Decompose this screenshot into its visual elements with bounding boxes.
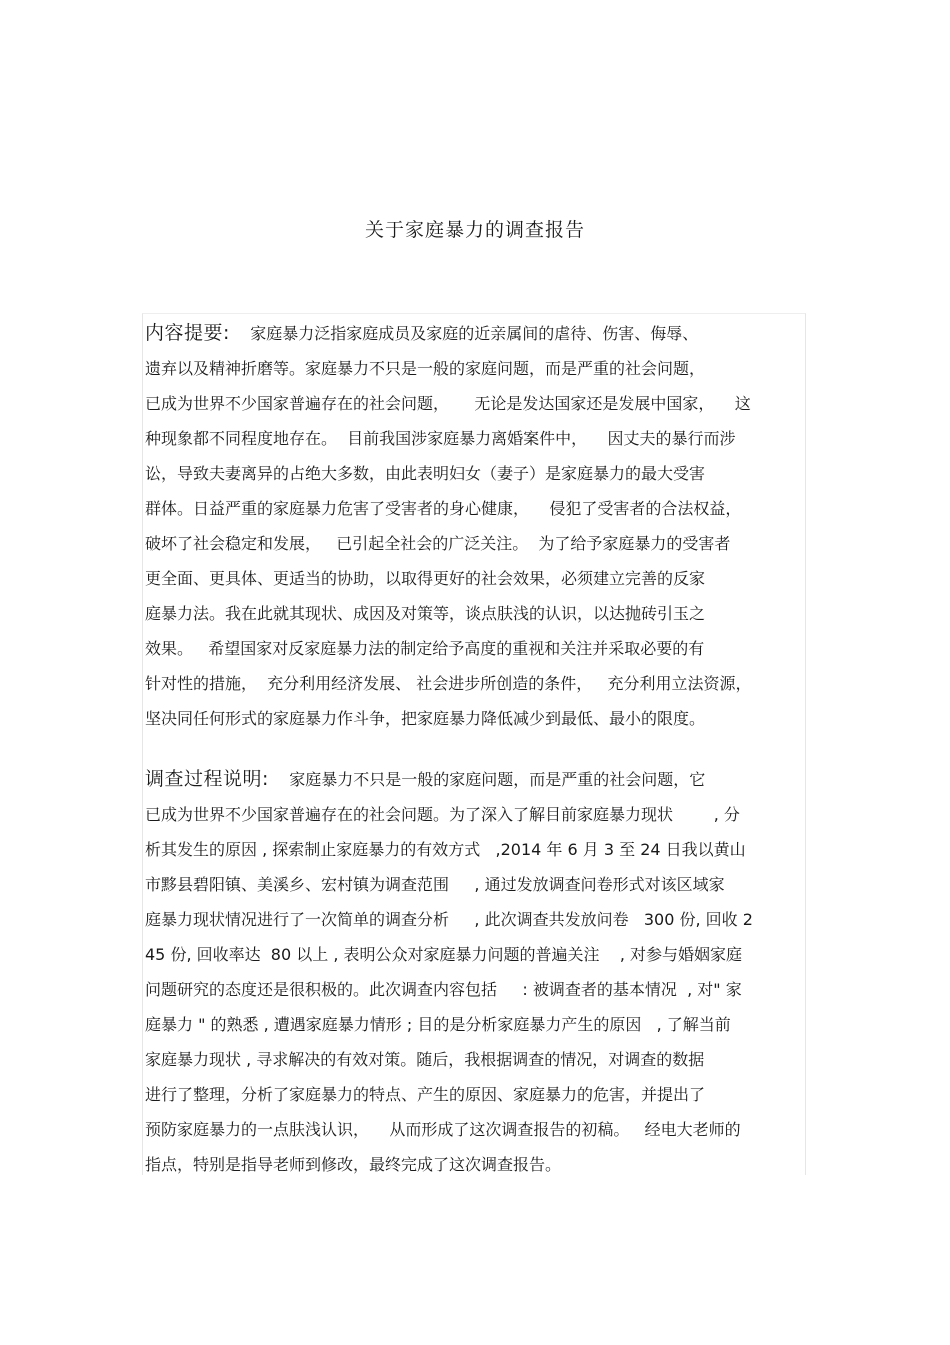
document-title: 关于家庭暴力的调查报告 [364, 219, 585, 241]
process-line: 庭暴力现状情况进行了一次简单的调查分析 , 此次调查共发放问卷 300 份, 回收 2 [145, 910, 753, 929]
summary-line: 庭暴力法。我在此就其现状、成因及对策等，谈点肤浅的认识，以达抛砖引玉之 [145, 604, 706, 623]
summary-line: 更全面、更具体、更适当的协助，以取得更好的社会效果，必须建立完善的反家 [145, 569, 706, 588]
process-line: 45 份, 回收率达 80 以上 , 表明公众对家庭暴力问题的普遍关注 , 对参与婚姻家庭 [145, 945, 743, 964]
summary-line: 遗弃以及精神折磨等。家庭暴力不只是一般的家庭问题，而是严重的社会问题， [145, 359, 706, 378]
process-line: 家庭暴力现状 , 寻求解决的有效对策。随后，我根据调查的情况，对调查的数据 [145, 1050, 705, 1069]
summary-line: 针对性的措施， 充分利用经济发展、 社会进步所创造的条件， 充分利用立法资源， [145, 674, 752, 693]
summary-line: 种现象都不同程度地存在。 目前我国涉家庭暴力离婚案件中， 因丈夫的暴行而涉 [145, 429, 736, 448]
summary-heading: 内容提要: [145, 322, 230, 344]
process-line: 市黟县碧阳镇、美溪乡、宏村镇为调查范围 , 通过发放调查问卷形式对该区域家 [145, 875, 725, 894]
summary-line-1 [145, 316, 805, 351]
summary-line: 效果。 希望国家对反家庭暴力法的制定给予高度的重视和关注并采取必要的有 [145, 639, 705, 658]
summary-line: 破坏了社会稳定和发展， 已引起全社会的广泛关注。 为了给予家庭暴力的受害者 [145, 534, 731, 553]
process-line-1 [145, 762, 805, 797]
process-text: 家庭暴力不只是一般的家庭问题，而是严重的社会问题，它 [268, 770, 706, 789]
summary-line: 讼，导致夫妻离异的占绝大多数，由此表明妇女（妻子）是家庭暴力的最大受害 [145, 464, 706, 483]
summary-line: 坚决同任何形式的家庭暴力作斗争，把家庭暴力降低减少到最低、最小的限度。 [145, 709, 706, 728]
summary-line: 已成为世界不少国家普遍存在的社会问题， 无论是发达国家还是发展中国家， 这 [145, 394, 751, 413]
process-line: 庭暴力 " 的熟悉 , 遭遇家庭暴力情形 ; 目的是分析家庭暴力产生的原因 , 了解当前 [145, 1015, 731, 1034]
summary-section [145, 316, 805, 736]
process-line: 已成为世界不少国家普遍存在的社会问题。为了深入了解目前家庭暴力现状 , 分 [145, 805, 740, 824]
process-line: 指点，特别是指导老师到修改，最终完成了这次调查报告。 [145, 1155, 562, 1174]
process-line: 预防家庭暴力的一点肤浅认识， 从而形成了这次调查报告的初稿。 经电大老师的 [145, 1120, 741, 1139]
process-line: 析其发生的原因 , 探索制止家庭暴力的有效方式 ,2014 年 6 月 3 至 24 日我以黄山 [145, 840, 746, 859]
process-line: 进行了整理，分析了家庭暴力的特点、产生的原因、家庭暴力的危害，并提出了 [145, 1085, 706, 1104]
summary-line: 群体。日益严重的家庭暴力危害了受害者的身心健康， 侵犯了受害者的合法权益， [145, 499, 742, 518]
summary-text: 家庭暴力泛指家庭成员及家庭的近亲属间的虐待、伤害、侮辱、 [229, 324, 699, 343]
process-line: 问题研究的态度还是很积极的。此次调查内容包括 : 被调查者的基本情况 , 对" 家 [145, 980, 742, 999]
process-section [145, 762, 805, 1182]
process-heading: 调查过程说明: [145, 768, 269, 790]
